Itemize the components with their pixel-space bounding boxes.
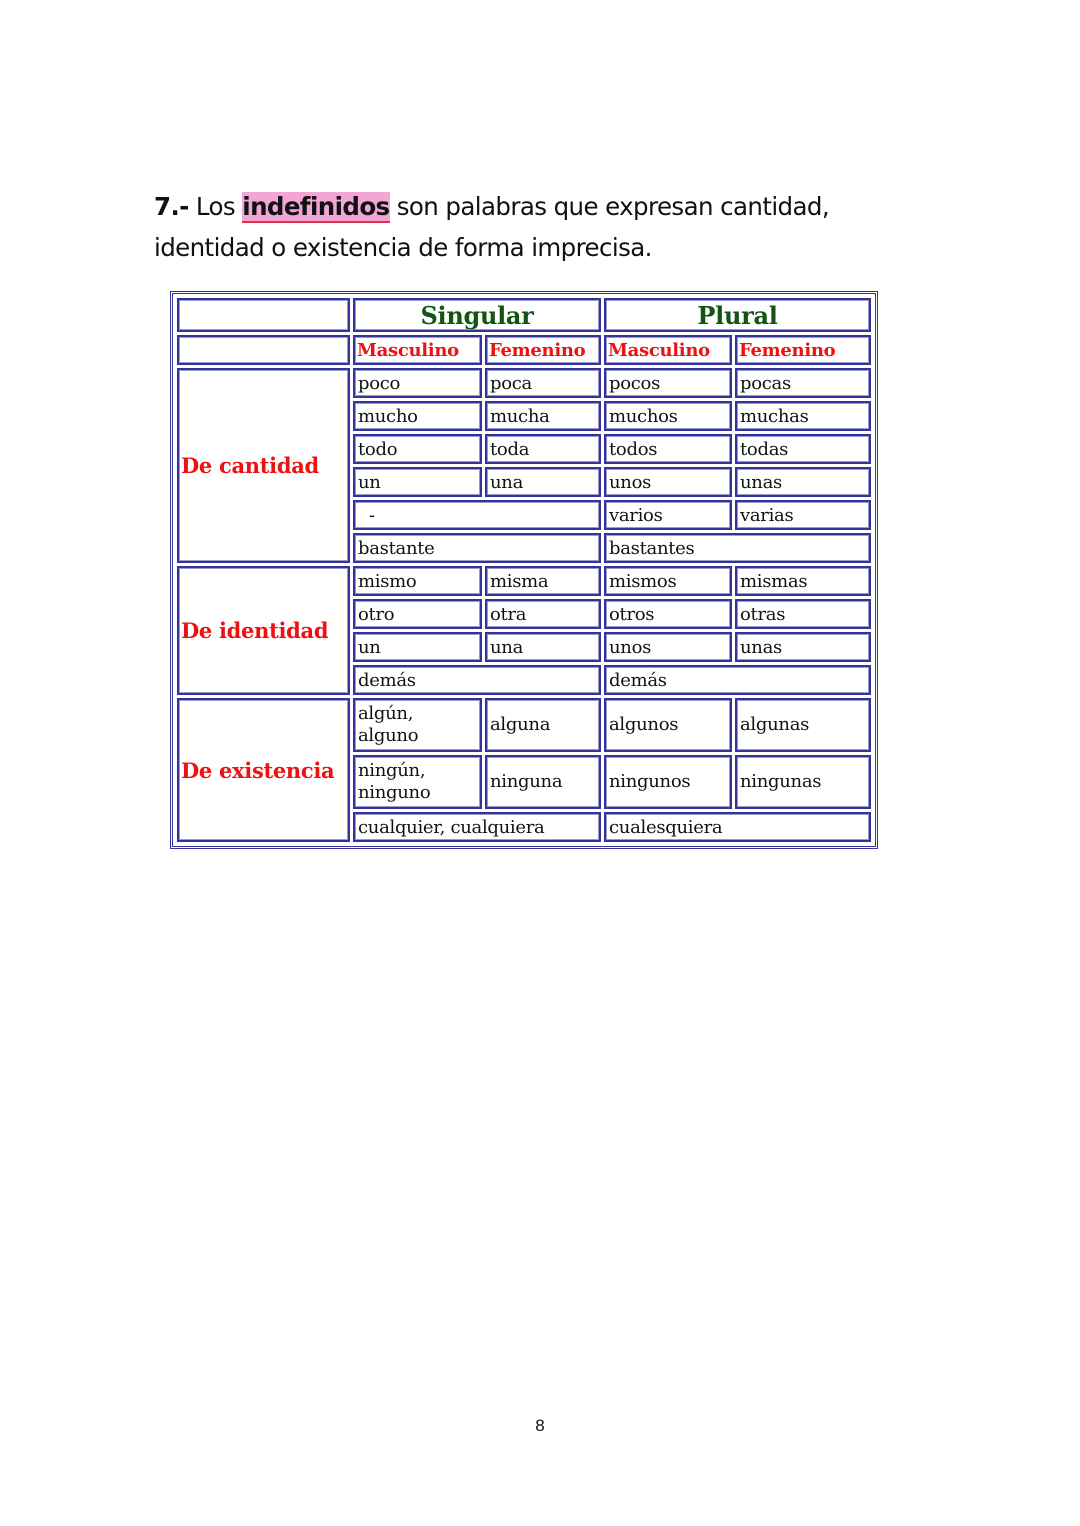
cell: pocos [604, 368, 732, 398]
cell: ninguna [485, 755, 601, 809]
cell: una [485, 632, 601, 662]
cell: muchas [735, 401, 871, 431]
cell: ningunos [604, 755, 732, 809]
cell: poca [485, 368, 601, 398]
cell: algunos [604, 698, 732, 752]
table-row [177, 298, 871, 332]
cell: alguna [485, 698, 601, 752]
table-row [177, 566, 871, 596]
cell: otros [604, 599, 732, 629]
cell: algunas [735, 698, 871, 752]
gender-header: Masculino [604, 335, 732, 365]
cell: unas [735, 467, 871, 497]
cell: varias [735, 500, 871, 530]
category-label: De existencia [177, 698, 350, 842]
cell: mismas [735, 566, 871, 596]
table-row [177, 368, 871, 398]
page-number: 8 [535, 1416, 545, 1435]
cell: cualesquiera [604, 812, 871, 842]
indefinidos-table [170, 291, 878, 849]
cell: toda [485, 434, 601, 464]
empty-cell [177, 298, 350, 332]
gender-header: Femenino [485, 335, 601, 365]
gender-header: Masculino [353, 335, 482, 365]
intro-paragraph [154, 186, 874, 268]
group-header: Plural [604, 298, 871, 332]
cell: mucha [485, 401, 601, 431]
intro-text: son palabras que expresan cantidad, identidad o existencia de forma imprecisa. [154, 192, 830, 262]
cell: bastantes [604, 533, 871, 563]
cell: cualquier, cualquiera [353, 812, 601, 842]
category-label: De identidad [177, 566, 350, 695]
section-number: 7.- [154, 192, 189, 221]
cell: un [353, 467, 482, 497]
gender-header: Femenino [735, 335, 871, 365]
cell: - [353, 500, 601, 530]
highlighted-term: indefinidos [242, 192, 390, 221]
cell: todo [353, 434, 482, 464]
table-row [177, 335, 871, 365]
cell: algún, alguno [353, 698, 482, 752]
table-row [177, 698, 871, 752]
cell: poco [353, 368, 482, 398]
cell: pocas [735, 368, 871, 398]
cell: demás [604, 665, 871, 695]
category-label: De cantidad [177, 368, 350, 563]
cell: unos [604, 467, 732, 497]
cell: ningunas [735, 755, 871, 809]
cell: ningún, ninguno [353, 755, 482, 809]
cell: unos [604, 632, 732, 662]
cell: mismo [353, 566, 482, 596]
empty-cell [177, 335, 350, 365]
group-header: Singular [353, 298, 601, 332]
cell: bastante [353, 533, 601, 563]
cell: demás [353, 665, 601, 695]
cell: mucho [353, 401, 482, 431]
cell: unas [735, 632, 871, 662]
cell: muchos [604, 401, 732, 431]
cell: otra [485, 599, 601, 629]
cell: una [485, 467, 601, 497]
cell: mismos [604, 566, 732, 596]
cell: otras [735, 599, 871, 629]
intro-text: Los [188, 192, 243, 221]
cell: todas [735, 434, 871, 464]
cell: varios [604, 500, 732, 530]
cell: otro [353, 599, 482, 629]
cell: todos [604, 434, 732, 464]
cell: misma [485, 566, 601, 596]
cell: un [353, 632, 482, 662]
